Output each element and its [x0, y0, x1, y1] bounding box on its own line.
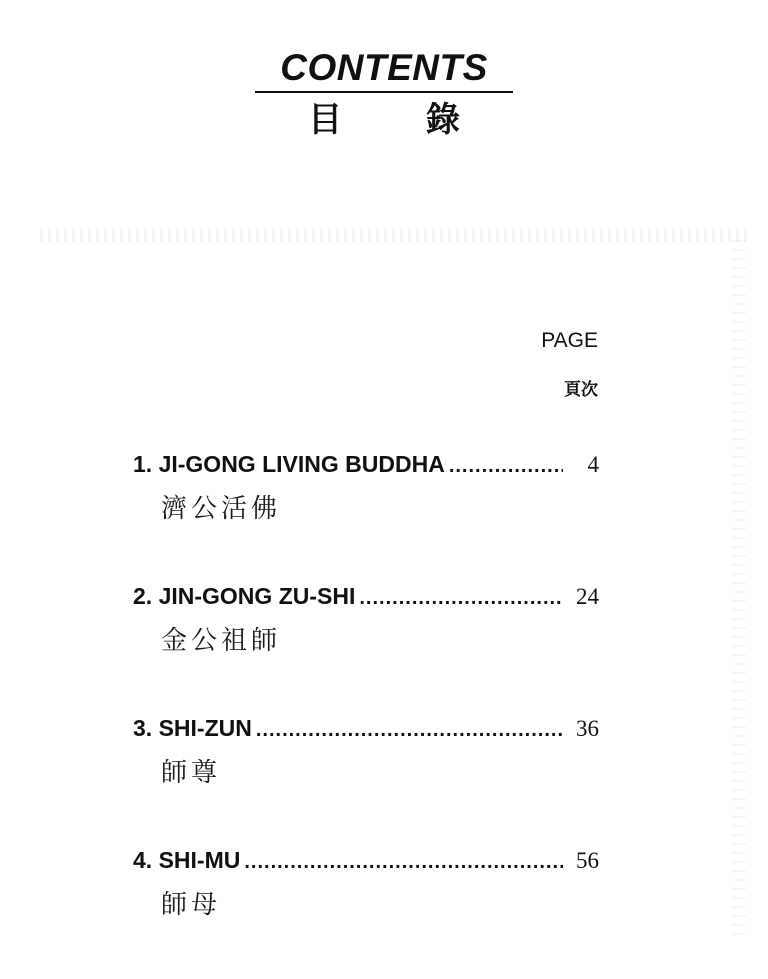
toc-entry-page: 36	[576, 716, 599, 741]
page-title-chinese: 目 錄	[308, 100, 496, 140]
toc-entry-subtitle-chinese: 金公祖師	[161, 626, 282, 656]
contents-header	[255, 48, 513, 141]
toc-leader-dots	[449, 455, 563, 478]
toc-entry-page: 56	[576, 848, 599, 873]
toc-leader-dots	[359, 587, 563, 610]
toc-entry-title: 1. JI-GONG LIVING BUDDHA	[133, 451, 445, 477]
toc-entry-subtitle-chinese: 師尊	[161, 758, 222, 788]
toc-entry[interactable]	[133, 583, 599, 715]
toc-entry[interactable]	[133, 715, 599, 847]
toc-entry-title: 4. SHI-MU	[133, 847, 241, 873]
toc-entry-title: 2. JIN-GONG ZU-SHI	[133, 583, 356, 609]
toc-entry-page: 4	[587, 452, 599, 477]
toc-entry-line	[133, 715, 599, 749]
toc-entry-title: 3. SHI-ZUN	[133, 715, 252, 741]
toc-leader-dots	[256, 719, 563, 742]
toc-entry-page: 24	[576, 584, 599, 609]
page-title: CONTENTS	[280, 47, 488, 88]
scan-artifact-edge	[732, 240, 746, 940]
toc-entry-subtitle-chinese: 師母	[161, 890, 222, 920]
toc-leader-dots	[244, 851, 563, 874]
toc-entry-subtitle-chinese: 濟公活佛	[161, 494, 282, 524]
toc-entry-line	[133, 451, 599, 485]
toc-entry-line	[133, 583, 599, 617]
page-column-label: PAGE	[541, 329, 598, 352]
toc-entry-line	[133, 847, 599, 881]
toc-list	[133, 451, 599, 979]
toc-entry[interactable]	[133, 847, 599, 979]
toc-entry[interactable]	[133, 451, 599, 583]
title-underline	[255, 91, 513, 93]
page-column-label-chinese: 頁次	[564, 380, 598, 400]
scan-artifact-band	[40, 228, 750, 242]
